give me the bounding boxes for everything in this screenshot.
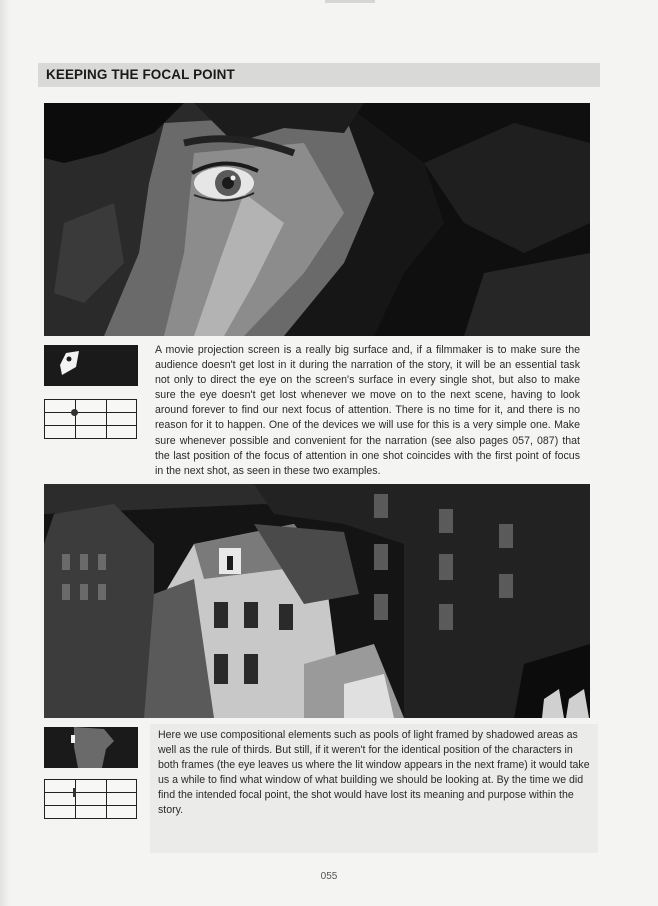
section-header [38, 63, 600, 87]
focus-thumbnail-1 [44, 345, 138, 386]
focus-thumbnail-2 [44, 727, 138, 768]
thirds-grid-diagram-1 [44, 399, 137, 439]
thirds-grid-diagram-2 [44, 779, 137, 819]
building-night-frame [44, 484, 590, 718]
focus-point-marker [71, 409, 78, 416]
body-paragraph-1: A movie projection screen is a really big surface and, if a filmmaker is to make sure the audience doesn't get lost in it during the narration of the story, it will be an essential task not only to direct the eye on the screen's surface in every single shot, but also to make sure the eye doesn't get lost whenever we move on to the next scene, having to look around forever to find our next focus of attention. There is no time for it, and there is no reason for it to happen. One of the devices we will use for this is a very simple one. Make sure whenever possible and convenient for the narration (see also pages 057, 087) that the last position of the focus of attention in one shot coincides with the first point of focus in the next shot, as seen in these two examples. [155, 344, 580, 477]
building-night-illustration [44, 484, 590, 718]
focus-point-marker [73, 788, 76, 797]
page-number: 055 [320, 871, 338, 882]
binding-shadow [0, 0, 10, 906]
section-title: KEEPING THE FOCAL POINT [46, 67, 235, 82]
close-up-eye-illustration [44, 103, 590, 336]
focus-thumbnail-2-shape [44, 727, 138, 768]
focus-thumbnail-1-shape [44, 345, 138, 386]
close-up-eye-frame [44, 103, 590, 336]
body-paragraph-2: Here we use compositional elements such as pools of light framed by shadowed areas as well as the rule of thirds. But still, if it weren't for the identical position of the characters in both frames (the eye leaves us where the lit window appears in the next frame) it would take us a while to find what window of what building we should be looking at. By the time we did find the intended focal point, the shot would have lost its meaning and purpose within the story. [150, 724, 598, 853]
page-top-mark [325, 0, 375, 3]
